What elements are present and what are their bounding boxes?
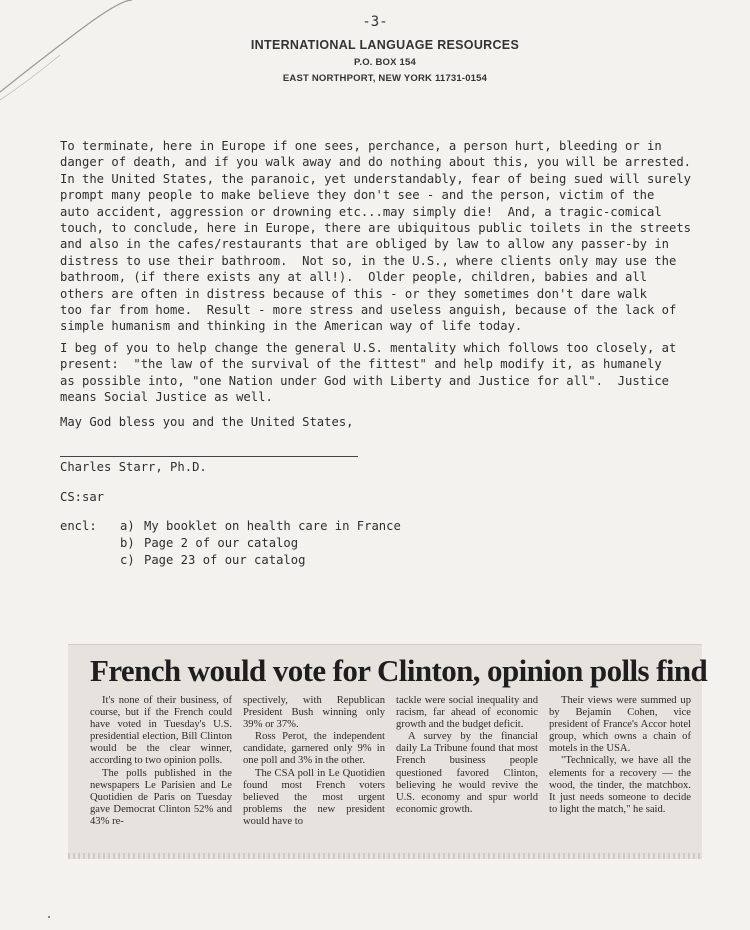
enclosure-letter: c) [120,553,135,567]
clipping-paragraph: Their views were summed up by Bejamin Cohen, vice president of France's Accor hotel group, which owns a chain of motels in the USA. [549,695,691,755]
enclosure-letter: a) [120,519,135,533]
paragraph-line: means Social Justice as well. [60,390,273,405]
clipping-paragraph: spectively, with Republican President Bush winning only 39% or 37%. [243,695,385,731]
paragraph-line: others are often in distress because of this - or they sometimes don't dare walk [60,286,647,301]
enclosure-item [60,535,401,552]
clipping-torn-edge [68,853,702,859]
reference-initials: CS:sar [60,490,105,504]
signature-name: Charles Starr, Ph.D. [60,460,207,474]
clipping-column [243,695,385,828]
enclosure-text: Page 2 of our catalog [144,536,299,550]
clipping-column [396,695,538,828]
paper-speck [48,916,50,918]
enclosures-label: encl: [60,519,97,533]
enclosure-letter: b) [120,536,135,550]
paragraph-line: present: "the law of the survival of the fittest" and help modify it, as humanely [60,357,662,372]
letterhead-organization: INTERNATIONAL LANGUAGE RESOURCES [250,38,520,52]
enclosure-text: My booklet on health care in France [144,519,401,533]
letterhead-address: EAST NORTHPORT, NEW YORK 11731-0154 [282,73,488,84]
enclosures-list [60,518,401,569]
paragraph-line: To terminate, here in Europe if one sees, perchance, a person hurt, bleeding or in [60,139,662,153]
clipping-column [90,695,232,828]
enclosure-item [60,518,401,535]
clipping-paragraph: The polls published in the newspapers Le Parisien and Le Quotidien de Paris on Tuesday gave Democrat Clinton 52% and 43% re- [90,767,232,827]
clipping-columns [90,695,692,828]
closing-line: May God bless you and the United States, [60,415,354,429]
letter-paragraph-1 [60,138,720,335]
paragraph-line: simple humanism and thinking in the American way of life today. [60,319,523,334]
enclosure-text: Page 23 of our catalog [144,553,306,567]
clipping-paragraph: Ross Perot, the independent candidate, garnered only 9% in one poll and 3% in the other. [243,731,385,767]
newspaper-clipping [68,644,708,859]
paragraph-line: prompt many people to make believe they don't see - and the person, victim of the [60,188,655,203]
paragraph-line: I beg of you to help change the general U.S. mentality which follows too closely, at [60,341,677,355]
clipping-paragraph: "Technically, we have all the elements for a recovery — the wood, the tinder, the matchbox. It just needs someone to decide to light the match," he said. [549,755,691,815]
paragraph-line: danger of death, and if you walk away and do nothing about this, you will be arrested. [60,155,692,170]
clipping-paragraph: tackle were social inequality and racism, far ahead of economic growth and the budget deficit. [396,695,538,731]
signature-line [60,456,358,457]
clipping-headline: French would vote for Clinton, opinion polls find [90,653,708,688]
clipping-column [549,695,691,828]
letter-paragraph-2 [60,340,720,406]
paragraph-line: as possible into, "one Nation under God with Liberty and Justice for all". Justice [60,373,670,388]
letterhead [0,38,750,84]
clipping-paragraph: A survey by the financial daily La Tribune found that most French business people questioned favored Clinton, believing he would revive the U.S. economy and spur world economic growth. [396,731,538,815]
paragraph-line: too far from home. Result - more stress and useless anguish, because of the lack of [60,303,677,318]
clipping-paragraph: It's none of their business, of course, but if the French could have voted in Tuesday's U.S. presidential election, Bill Clinton would be the clear winner, according to two opinion polls. [90,695,232,767]
page-number: -3- [362,14,388,30]
paragraph-line: and also in the cafes/restaurants that are obliged by law to allow any passer-by in [60,237,670,252]
paragraph-line: auto accident, aggression or drowning etc...may simply die! And, a tragic-comical [60,204,662,219]
clipping-paragraph: The CSA poll in Le Quotidien found most French voters believed the most urgent problems the new president would have to [243,767,385,827]
paragraph-line: In the United States, the paranoic, yet understandably, fear of being sued will surely [60,171,692,186]
letterhead-po-box: P.O. BOX 154 [354,57,416,68]
paragraph-line: bathroom, (if there exists any at all!). Older people, children, babies and all [60,270,647,285]
paragraph-line: touch, to conclude, here in Europe, there are ubiquitous public toilets in the streets [60,221,692,236]
paragraph-line: distress to use their bathroom. Not so, in the U.S., where clients only may use the [60,253,677,268]
enclosure-item [60,552,401,569]
